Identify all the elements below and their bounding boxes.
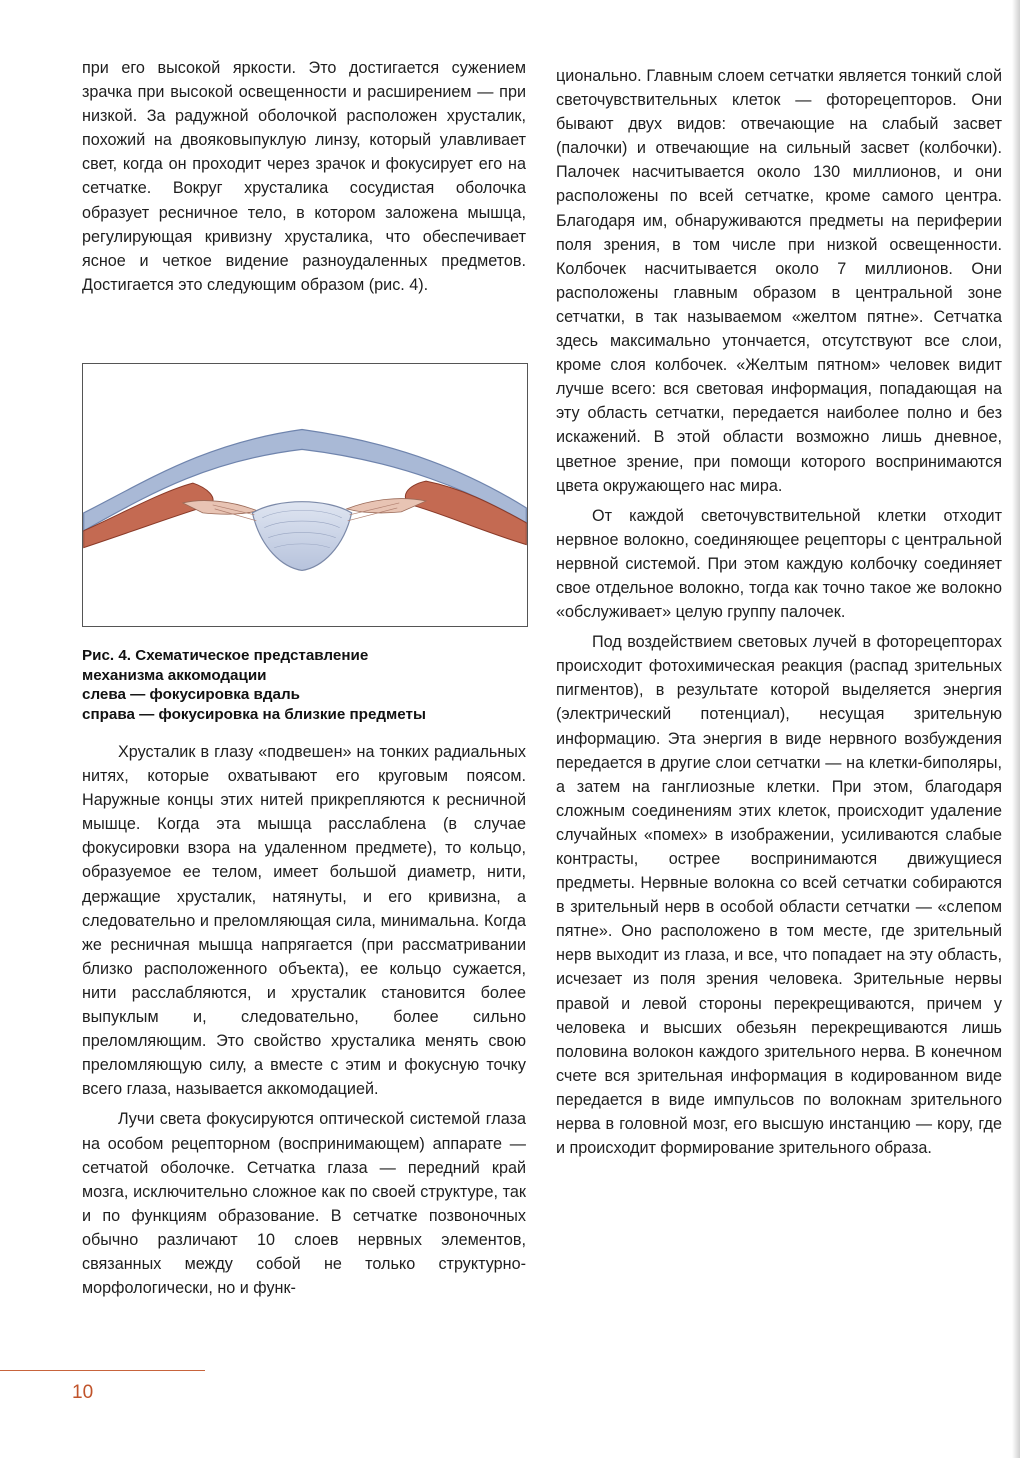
left-iris-tissue [183,501,257,515]
left-column-top [82,56,526,297]
caption-line: механизма аккомодации [82,666,267,684]
figure-caption [82,646,532,724]
paragraph: Лучи света фокусируются оптической системой глаза на особом рецепторном (воспринимающем) аппарате — сетчатой оболочке. Сетчатка глаза — передний край мозга, исключительно сложное как по своей структуре, так и по функциям образование. В сетчатке позвоночных обычно различают 10 слоев нервных элементов, связанных между собой не только структурно-морфологически, но и функ- [82,1110,526,1298]
page-number: 10 [72,1382,94,1403]
lens [252,502,351,571]
accommodation-figure [82,363,528,627]
left-column-bottom [82,740,526,1300]
paragraph: Хрусталик в глазу «подвешен» на тонких радиальных нитях, которые охватывают его круговым поясом. Наружные концы этих нитей прикрепляются к ресничной мышце. Когда эта мышца расслаблена (в случае фокусировки взора на удаленном предмете), то кольцо, образуемое ее телом, имеет большой диаметр, нити, держащие хрусталик, натянуты, и его кривизна, а следовательно и преломляющая сила, минимальна. Когда же ресничная мышца напрягается (при рассматривании близко расположенного объекта), ее кольцо сужается, нити расслабляются, и хрусталик становится более выпуклым и, следовательно, более сильно преломляющим. Это свойство хрусталика менять свою преломляющую силу, а вместе с этим и фокусную точку всего глаза, называется аккомодацией. [82,743,526,1099]
paragraph: при его высокой яркости. Это достигается сужением зрачка при высокой освещенности и расширением — при низкой. За радужной оболочкой расположен хрусталик, похожий на двояковыпуклую линзу, который улавливает свет, когда он проходит через зрачок и фокусирует его на сетчатке. Вокруг хрусталика сосудистая оболочка образует ресничное тело, в котором заложена мышца, регулирующая кривизну хрусталика, что обеспечивает ясное и четкое видение разноудаленных предметов. Достигается это следующим образом (рис. 4). [82,59,526,294]
paragraph: ционально. Главным слоем сетчатки является тонкий слой светочувствительных клеток — фоторецепторов. Они бывают двух видов: отвечающие на слабый засвет (палочки) и отвечающие на сильный засвет (колбочки). Палочек насчитывается около 130 миллионов, и они расположены по всей сетчатке, кроме самого центра. Благодаря им, обнаруживаются предметы на периферии поля зрения, в том числе при низкой освещенности. Колбочек насчитывается около 7 миллионов. Они расположены главным образом в центральной зоне сетчатки, в так называемом «желтом пятне». Сетчатка здесь максимально утончается, отсутствуют все слои, кроме слоя колбочек. «Желтым пятном» человек видит лучше всего: вся световая информация, попадающая на эту область сетчатки, передается наиболее полно и без искажений. В этой области возможно лишь дневное, цветное зрение, при помощи которого воспринимаются цвета окружающего нас мира. [556,67,1002,495]
caption-line: Рис. 4. Схематическое представление [82,647,369,664]
caption-line: справа — фокусировка на близкие предметы [82,705,426,723]
caption-line: слева — фокусировка вдаль [82,686,300,703]
paragraph: Под воздействием световых лучей в фоторецепторах происходит фотохимическая реакция (распад зрительных пигментов), в результате которой выделяется энергия (электрический потенциал), несущая зрительную информацию. Эта энергия в виде нервного возбуждения передается в другие слои сетчатки — на клетки-биполяры, а затем на ганглиозные клетки. При этом, благодаря сложным соединениям этих клеток, происходит удаление случайных «помех» в изображении, усиливаются слабые контрасты, острее воспринимаются движущиеся предметы. Нервные волокна со всей сетчатки собираются в зрительный нерв в особой области сетчатки — «слепом пятне». Оно расположено в том месте, где зрительный нерв выходит из глаза, и все, что попадает на эту область, исчезает из поля зрения человека. Зрительные нервы правой и левой стороны перекрещиваются, причем у человека и высших обезьян перекрещиваются лишь половина волокон каждого зрительного нерва. В конечном счете вся зрительная информация в кодированном виде передается в виде импульсов по волокнам зрительного нерва в головной мозг, его высшую инстанцию — кору, где и происходит формирование зрительного образа. [556,633,1002,1158]
paragraph: От каждой светочувствительной клетки отходит нервное волокно, соединяющее рецепторы с центральной нервной системой. При этом каждую колбочку соединяет свое отдельное волокно, тогда как точно такое же волокно «обслуживает» целую группу палочек. [556,506,1002,622]
right-column [556,64,1002,1160]
eye-accommodation-diagram [83,364,527,626]
footer-rule [0,1370,205,1371]
page-edge-shadow [1012,0,1020,1458]
